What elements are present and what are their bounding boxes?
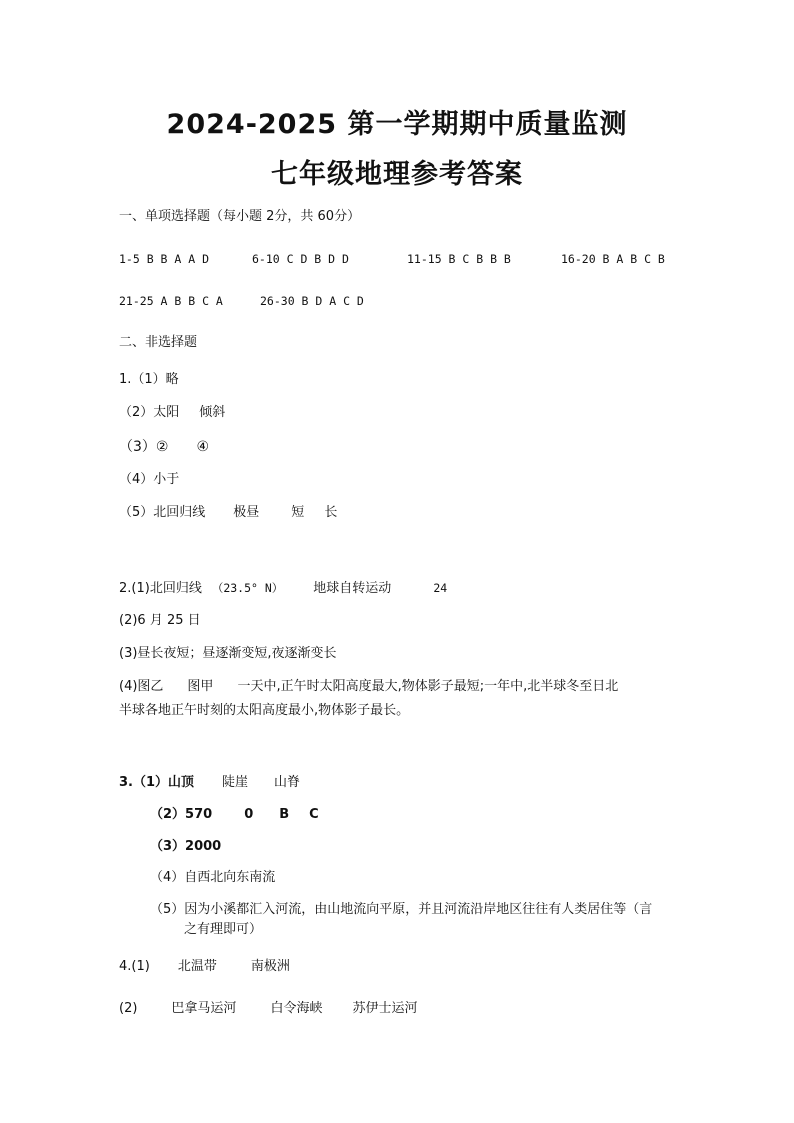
page-title: 2024-2025 第一学期期中质量监测 bbox=[166, 109, 628, 140]
q1-answer-2 bbox=[119, 403, 225, 423]
answer-group-26-30: 26-30 B D A C D bbox=[260, 294, 364, 308]
q2-answer-3: (3)昼长夜短；昼逐渐变短,夜逐渐变长 bbox=[119, 646, 337, 661]
q3-answer-2-part3: B bbox=[279, 807, 290, 822]
q3-answer-2-part1: （2）570 bbox=[150, 807, 213, 822]
q4-answer-2 bbox=[119, 999, 417, 1019]
q1-answer-5-part1: （5）北回归线 bbox=[119, 505, 206, 520]
answer-group-6-10: 6-10 C D B D D bbox=[252, 252, 349, 266]
q3-answer-3: （3）2000 bbox=[150, 839, 222, 854]
q2-answer-1-part4: 24 bbox=[433, 581, 448, 595]
q1-answer-5-part4: 长 bbox=[324, 505, 338, 520]
q2-answer-1 bbox=[119, 578, 447, 599]
q2-answer-1-part3: 地球自转运动 bbox=[313, 581, 392, 596]
q3-answer-4: （4）自西北向东南流 bbox=[150, 870, 276, 885]
answer-group-16-20: 16-20 B A B C B bbox=[561, 252, 665, 266]
q2-answer-4-part2: 图甲 bbox=[187, 679, 214, 694]
q1-answer-3 bbox=[119, 437, 209, 457]
section1-heading: 一、单项选择题（每小题 2分，共 60分） bbox=[119, 209, 361, 224]
q1-answer-5 bbox=[119, 503, 337, 523]
q1-answer-2-part2: 倾斜 bbox=[199, 405, 226, 420]
q4-answer-1 bbox=[119, 957, 290, 977]
q1-answer-2-part1: （2）太阳 bbox=[119, 405, 180, 420]
q1-answer-4: （4）小于 bbox=[119, 472, 180, 487]
q1-answer-5-part2: 极昼 bbox=[233, 505, 260, 520]
q2-answer-2: (2)6 月 25 日 bbox=[119, 613, 201, 628]
q2-answer-4-text1: 一天中,正午时太阳高度最大,物体影子最短;一年中,北半球冬至日北 bbox=[237, 679, 619, 694]
q1-answer-5-part3: 短 bbox=[291, 505, 305, 520]
q4-answer-2-part2: 巴拿马运河 bbox=[171, 1001, 237, 1016]
q3-answer-5-continued: 之有理即可） bbox=[184, 922, 263, 937]
q1-answer-3-part1: （3）② bbox=[119, 439, 169, 455]
page-subtitle: 七年级地理参考答案 bbox=[271, 159, 523, 190]
q2-answer-1-part1: 2.(1)北回归线 bbox=[119, 581, 202, 596]
section2-heading: 二、非选择题 bbox=[119, 335, 198, 350]
q4-answer-1-part2: 北温带 bbox=[177, 959, 217, 974]
q3-answer-1 bbox=[119, 773, 300, 793]
q3-answer-5: （5）因为小溪都汇入河流，由山地流向平原，并且河流沿岸地区往往有人类居住等（言 bbox=[150, 902, 653, 917]
answer-group-21-25: 21-25 A B B C A bbox=[119, 294, 223, 308]
q1-answer-3-part2: ④ bbox=[196, 439, 210, 455]
q4-answer-2-part4: 苏伊士运河 bbox=[352, 1001, 418, 1016]
q2-answer-1-part2: （23.5° N） bbox=[211, 581, 284, 595]
q1-answer-1: 1.（1）略 bbox=[119, 372, 179, 387]
q4-answer-1-part1: 4.(1) bbox=[119, 959, 150, 974]
q3-answer-1-part2: 陡崖 bbox=[222, 775, 249, 790]
q2-answer-4 bbox=[119, 677, 618, 697]
q3-answer-2-part4: C bbox=[309, 807, 319, 822]
q4-answer-2-part1: (2) bbox=[119, 1001, 138, 1016]
q2-answer-4-continued: 半球各地正午时刻的太阳高度最小,物体影子最长。 bbox=[119, 703, 410, 718]
q2-answer-4-part1: (4)图乙 bbox=[119, 679, 164, 694]
q3-answer-1-part3: 山脊 bbox=[274, 775, 301, 790]
q4-answer-2-part3: 白令海峡 bbox=[270, 1001, 323, 1016]
q3-answer-1-part1: 3.（1）山顶 bbox=[119, 775, 195, 790]
answer-group-11-15: 11-15 B C B B B bbox=[407, 252, 511, 266]
q4-answer-1-part3: 南极洲 bbox=[250, 959, 290, 974]
q3-answer-2 bbox=[150, 805, 319, 825]
q3-answer-2-part2: 0 bbox=[244, 807, 254, 822]
answer-group-1-5: 1-5 B B A A D bbox=[119, 252, 210, 266]
